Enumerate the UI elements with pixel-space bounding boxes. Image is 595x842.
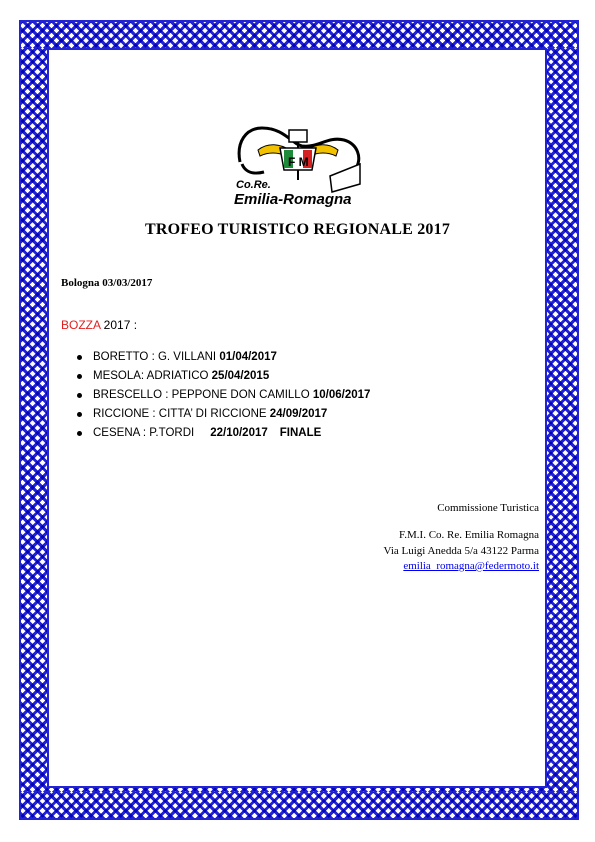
event-date: 25/04/2015 (211, 370, 270, 382)
draft-heading (61, 318, 137, 332)
draft-rest: 2017 : (100, 318, 138, 332)
event-name: MESOLA: ADRIATICO (93, 370, 212, 382)
fmi-logo-icon (232, 122, 364, 208)
event-list (77, 348, 370, 443)
event-date: 01/04/2017 (219, 351, 277, 363)
logo-emblem-letters: F M (288, 155, 309, 169)
signature-commission: Commissione Turistica (437, 502, 539, 514)
document-title: TROFEO TURISTICO REGIONALE 2017 (144, 221, 451, 238)
signature-address: Via Luigi Anedda 5/a 43122 Parma (383, 545, 539, 557)
list-item (77, 348, 370, 367)
list-item (77, 405, 370, 424)
date-line: Bologna 03/03/2017 (61, 277, 153, 289)
list-item (77, 386, 370, 405)
list-item (77, 367, 370, 386)
event-date: 10/06/2017 (312, 389, 371, 401)
event-final-label: FINALE (279, 427, 322, 439)
draft-word: BOZZA (61, 318, 101, 332)
event-name: BRESCELLO : PEPPONE DON CAMILLO (93, 389, 313, 401)
signature-org: F.M.I. Co. Re. Emilia Romagna (399, 529, 539, 541)
logo-line2: Emilia-Romagna (234, 191, 352, 208)
logo-line1: Co.Re. (236, 179, 271, 191)
event-name: BORETTO : G. VILLANI (93, 351, 220, 363)
event-date: 24/09/2017 (269, 408, 328, 420)
list-item (77, 424, 370, 443)
event-date: 22/10/2017 (210, 427, 268, 439)
event-name: CESENA : P.TORDI (93, 427, 195, 439)
event-name: RICCIONE : CITTA’ DI RICCIONE (93, 408, 270, 420)
signature-email-link[interactable]: emilia_romagna@federmoto.it (403, 560, 539, 572)
